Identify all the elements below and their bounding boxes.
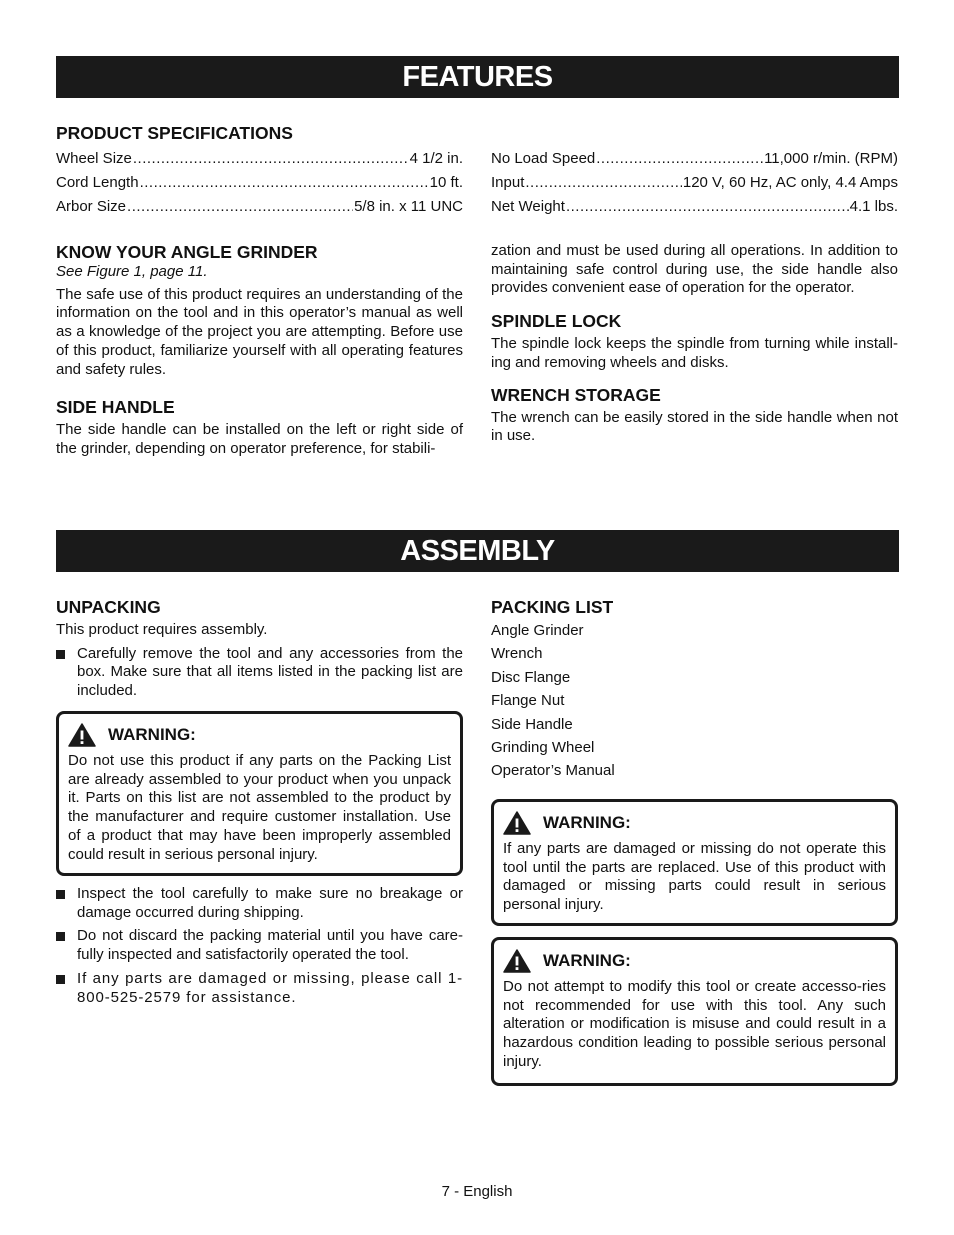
- dot-leader: [525, 171, 681, 195]
- product-specifications-heading: PRODUCT SPECIFICATIONS: [56, 123, 293, 143]
- spec-row: [56, 147, 463, 171]
- list-item: Grinding Wheel: [491, 738, 595, 756]
- dot-leader: [596, 147, 763, 171]
- bullet-text: Do not discard the packing material until you have care-fully inspected and satisfactorily operated the tool.: [77, 927, 463, 964]
- square-bullet-icon: [56, 650, 65, 659]
- spec-row: [491, 171, 898, 195]
- spec-row: [491, 195, 898, 219]
- assembly-banner: ASSEMBLY: [56, 530, 899, 572]
- warning-triangle-icon: [503, 949, 531, 973]
- assembly-left-column: [56, 596, 463, 701]
- warning-label: WARNING:: [543, 813, 631, 832]
- bullet-text: Inspect the tool carefully to make sure no breakage or damage occurred during shipping.: [77, 885, 463, 921]
- list-item: [56, 645, 463, 701]
- spec-row: [491, 147, 898, 171]
- spec-value: 120 V, 60 Hz, AC only, 4.4 Amps: [682, 174, 898, 191]
- list-item: Disc Flange: [491, 668, 571, 686]
- side-handle-paragraph-part2: zation and must be used during all operations. In addition to maintaining safe control during use, the side handle also provides convenient ease of operation for the operator.: [491, 242, 898, 297]
- know-your-angle-grinder-heading: KNOW YOUR ANGLE GRINDER: [56, 242, 318, 262]
- side-handle-paragraph-part1: The side handle can be installed on the left or right side of the grinder, depending on operator preference, for stabili-: [56, 421, 463, 457]
- unpacking-intro: This product requires assembly.: [56, 621, 268, 638]
- unpacking-heading: UNPACKING: [56, 597, 161, 617]
- warning-triangle-icon: [503, 811, 531, 835]
- spec-row: [56, 171, 463, 195]
- dot-leader: [133, 147, 409, 171]
- spec-value: 10 ft.: [429, 174, 463, 191]
- features-left-column: [56, 122, 463, 459]
- wrench-storage-paragraph: The wrench can be easily stored in the side handle when not in use.: [491, 408, 898, 445]
- square-bullet-icon: [56, 890, 65, 899]
- list-item: Angle Grinder: [491, 622, 584, 639]
- warning-triangle-icon: [68, 723, 96, 747]
- wrench-storage-heading: WRENCH STORAGE: [491, 384, 661, 405]
- warning-text: Do not attempt to modify this tool or create accesso-ries not recommended for use with this tool. Any such alteration or modification is misuse and could result in a hazardous condition leading to possible serious personal injury.: [503, 978, 886, 1070]
- bullet-text: Carefully remove the tool and any accessories from the box. Make sure that all items listed in the packing list are included.: [77, 644, 463, 700]
- warning-label: WARNING:: [108, 725, 196, 744]
- square-bullet-icon: [56, 932, 65, 941]
- list-item: [56, 927, 463, 964]
- know-paragraph: The safe use of this product requires an understanding of the information on the tool and in this operator’s manual as well as a knowledge of the project you are attempting. Before use of this product, familiarize yourself with all operating features and safety rules.: [56, 285, 463, 378]
- features-banner: FEATURES: [56, 56, 899, 98]
- list-item: Side Handle: [491, 715, 573, 733]
- list-item: Operator’s Manual: [491, 762, 615, 780]
- list-item: [56, 970, 463, 1007]
- spindle-lock-heading: SPINDLE LOCK: [491, 311, 622, 332]
- features-right-column: [491, 147, 898, 446]
- list-item: Wrench: [491, 645, 543, 663]
- warning-text: If any parts are damaged or missing do not operate this tool until the parts are replaced. Use of this product with damaged or missing parts could result in serious personal injury.: [503, 840, 886, 914]
- list-item: Flange Nut: [491, 692, 565, 710]
- side-handle-heading: SIDE HANDLE: [56, 397, 175, 418]
- spec-value: 11,000 r/min. (RPM): [764, 150, 898, 167]
- spec-label: Input: [491, 174, 525, 191]
- warning-box-unpacking: [56, 711, 463, 876]
- square-bullet-icon: [56, 975, 65, 984]
- spec-label: Arbor Size: [56, 198, 127, 215]
- spindle-lock-paragraph: The spindle lock keeps the spindle from turning while install-ing and removing wheels and disks.: [491, 335, 898, 371]
- warning-box-modification: [491, 937, 898, 1086]
- spec-value: 4.1 lbs.: [849, 198, 898, 215]
- warning-label: WARNING:: [543, 951, 631, 970]
- list-item: [56, 885, 463, 922]
- dot-leader: [566, 195, 849, 219]
- spec-label: Wheel Size: [56, 150, 132, 167]
- assembly-left-bullets: [56, 885, 463, 1007]
- spec-value: 5/8 in. x 11 UNC: [354, 198, 463, 215]
- figure-reference: See Figure 1, page 11.: [56, 263, 208, 280]
- page-footer: 7 - English: [441, 1183, 513, 1200]
- assembly-right-column: [491, 596, 898, 783]
- spec-label: No Load Speed: [491, 150, 596, 167]
- spec-label: Net Weight: [491, 198, 565, 215]
- spec-value: 4 1/2 in.: [409, 150, 463, 167]
- spec-row: [56, 195, 463, 219]
- bullet-text: If any parts are damaged or missing, please call 1-800-525-2579 for assistance.: [77, 969, 463, 1006]
- spec-label: Cord Length: [56, 174, 139, 191]
- warning-box-damaged-parts: [491, 799, 898, 926]
- dot-leader: [127, 195, 353, 219]
- packing-list-heading: PACKING LIST: [491, 597, 614, 617]
- warning-text: Do not use this product if any parts on the Packing List are already assembled to your product when you unpack it. Parts on this list are not assembled to the product by the manufacturer and require customer installation. Use of a product that may have been improperly assembled could result in serious personal injury.: [68, 752, 451, 863]
- dot-leader: [140, 171, 429, 195]
